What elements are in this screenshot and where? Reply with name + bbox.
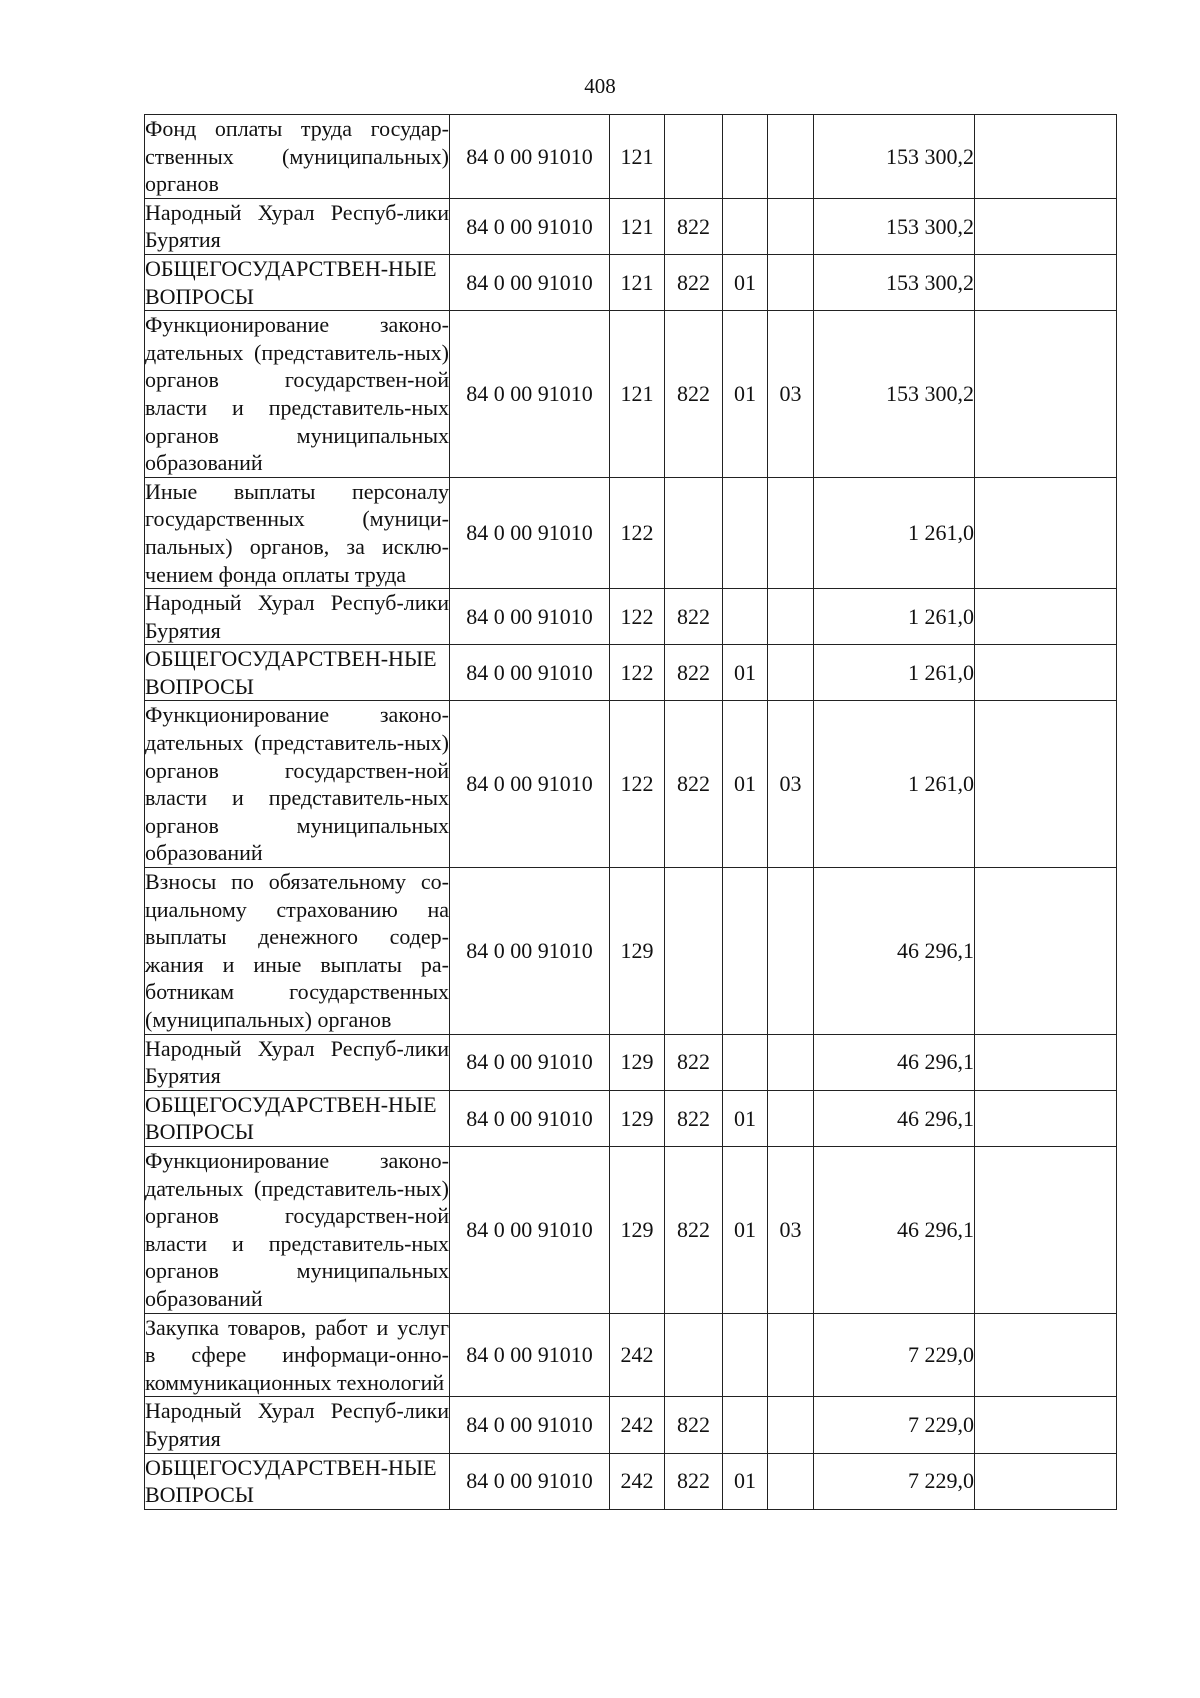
page-number: 408 bbox=[584, 74, 616, 98]
row-name-cell: ОБЩЕГОСУДАРСТВЕН-НЫЕ ВОПРОСЫ bbox=[145, 254, 450, 310]
department-code-cell: 822 bbox=[665, 645, 723, 701]
expense-type-cell: 121 bbox=[610, 198, 665, 254]
table-row bbox=[145, 198, 1117, 254]
section-code-cell: 01 bbox=[723, 1453, 768, 1509]
row-name-cell: ОБЩЕГОСУДАРСТВЕН-НЫЕ ВОПРОСЫ bbox=[145, 1453, 450, 1509]
section-code-cell: 01 bbox=[723, 645, 768, 701]
subsection-code-cell: 03 bbox=[768, 701, 814, 868]
target-article-code-cell: 84 0 00 91010 bbox=[450, 1397, 610, 1453]
subsection-code-cell bbox=[768, 589, 814, 645]
empty-cell bbox=[975, 645, 1117, 701]
target-article-code-cell: 84 0 00 91010 bbox=[450, 645, 610, 701]
row-name-cell: Иные выплаты персоналу государственных (муници-пальных) органов, за исклю-чением фонда оплаты труда bbox=[145, 477, 450, 588]
amount-cell: 46 296,1 bbox=[814, 868, 975, 1035]
table-row bbox=[145, 589, 1117, 645]
row-name-cell: Закупка товаров, работ и услуг в сфере информаци-онно-коммуникационных технологий bbox=[145, 1313, 450, 1397]
table-row bbox=[145, 868, 1117, 1035]
empty-cell bbox=[975, 1453, 1117, 1509]
department-code-cell: 822 bbox=[665, 1146, 723, 1313]
amount-cell: 46 296,1 bbox=[814, 1090, 975, 1146]
empty-cell bbox=[975, 254, 1117, 310]
target-article-code-cell: 84 0 00 91010 bbox=[450, 1090, 610, 1146]
amount-cell: 1 261,0 bbox=[814, 589, 975, 645]
table-row bbox=[145, 115, 1117, 199]
row-name-cell: Функционирование законо-дательных (представитель-ных) органов государствен-ной власти и представитель-ных органов муниципальных образований bbox=[145, 311, 450, 478]
target-article-code-cell: 84 0 00 91010 bbox=[450, 254, 610, 310]
target-article-code-cell: 84 0 00 91010 bbox=[450, 477, 610, 588]
row-name-cell: Взносы по обязательному со-циальному страхованию на выплаты денежного содер-жания и иные выплаты ра-ботникам государственных (муниципальных) органов bbox=[145, 868, 450, 1035]
table-row bbox=[145, 645, 1117, 701]
expense-type-cell: 129 bbox=[610, 1090, 665, 1146]
amount-cell: 1 261,0 bbox=[814, 477, 975, 588]
amount-cell: 153 300,2 bbox=[814, 115, 975, 199]
section-code-cell bbox=[723, 1313, 768, 1397]
department-code-cell: 822 bbox=[665, 254, 723, 310]
section-code-cell: 01 bbox=[723, 1146, 768, 1313]
expense-type-cell: 122 bbox=[610, 701, 665, 868]
empty-cell bbox=[975, 115, 1117, 199]
empty-cell bbox=[975, 1313, 1117, 1397]
section-code-cell: 01 bbox=[723, 701, 768, 868]
amount-cell: 1 261,0 bbox=[814, 701, 975, 868]
row-name-cell: Народный Хурал Респуб-лики Бурятия bbox=[145, 589, 450, 645]
subsection-code-cell bbox=[768, 868, 814, 1035]
row-name-cell: Фонд оплаты труда государ-ственных (муниципальных) органов bbox=[145, 115, 450, 199]
amount-cell: 153 300,2 bbox=[814, 254, 975, 310]
department-code-cell bbox=[665, 115, 723, 199]
amount-cell: 7 229,0 bbox=[814, 1397, 975, 1453]
target-article-code-cell: 84 0 00 91010 bbox=[450, 868, 610, 1035]
section-code-cell bbox=[723, 477, 768, 588]
empty-cell bbox=[975, 1090, 1117, 1146]
target-article-code-cell: 84 0 00 91010 bbox=[450, 311, 610, 478]
amount-cell: 153 300,2 bbox=[814, 311, 975, 478]
amount-cell: 7 229,0 bbox=[814, 1313, 975, 1397]
department-code-cell: 822 bbox=[665, 1453, 723, 1509]
subsection-code-cell bbox=[768, 1090, 814, 1146]
table-body bbox=[145, 115, 1117, 1510]
subsection-code-cell: 03 bbox=[768, 311, 814, 478]
section-code-cell bbox=[723, 1397, 768, 1453]
table-row bbox=[145, 477, 1117, 588]
department-code-cell: 822 bbox=[665, 1034, 723, 1090]
table-row bbox=[145, 254, 1117, 310]
amount-cell: 153 300,2 bbox=[814, 198, 975, 254]
subsection-code-cell bbox=[768, 115, 814, 199]
empty-cell bbox=[975, 1034, 1117, 1090]
section-code-cell bbox=[723, 115, 768, 199]
amount-cell: 46 296,1 bbox=[814, 1146, 975, 1313]
department-code-cell bbox=[665, 477, 723, 588]
empty-cell bbox=[975, 311, 1117, 478]
row-name-cell: ОБЩЕГОСУДАРСТВЕН-НЫЕ ВОПРОСЫ bbox=[145, 1090, 450, 1146]
subsection-code-cell: 03 bbox=[768, 1146, 814, 1313]
subsection-code-cell bbox=[768, 1453, 814, 1509]
row-name-cell: Функционирование законо-дательных (представитель-ных) органов государствен-ной власти и представитель-ных органов муниципальных образований bbox=[145, 701, 450, 868]
department-code-cell: 822 bbox=[665, 589, 723, 645]
table-row bbox=[145, 1313, 1117, 1397]
department-code-cell: 822 bbox=[665, 311, 723, 478]
subsection-code-cell bbox=[768, 645, 814, 701]
table-row bbox=[145, 1453, 1117, 1509]
expense-type-cell: 129 bbox=[610, 1146, 665, 1313]
expense-type-cell: 242 bbox=[610, 1453, 665, 1509]
expense-type-cell: 242 bbox=[610, 1397, 665, 1453]
expense-type-cell: 122 bbox=[610, 645, 665, 701]
amount-cell: 7 229,0 bbox=[814, 1453, 975, 1509]
expense-type-cell: 242 bbox=[610, 1313, 665, 1397]
department-code-cell: 822 bbox=[665, 701, 723, 868]
table-row bbox=[145, 1034, 1117, 1090]
table-row bbox=[145, 311, 1117, 478]
target-article-code-cell: 84 0 00 91010 bbox=[450, 1453, 610, 1509]
target-article-code-cell: 84 0 00 91010 bbox=[450, 1313, 610, 1397]
empty-cell bbox=[975, 1397, 1117, 1453]
row-name-cell: Функционирование законо-дательных (представитель-ных) органов государствен-ной власти и представитель-ных органов муниципальных образований bbox=[145, 1146, 450, 1313]
row-name-cell: Народный Хурал Респуб-лики Бурятия bbox=[145, 1397, 450, 1453]
expense-type-cell: 121 bbox=[610, 254, 665, 310]
expense-type-cell: 121 bbox=[610, 311, 665, 478]
row-name-cell: Народный Хурал Респуб-лики Бурятия bbox=[145, 1034, 450, 1090]
table-row bbox=[145, 1090, 1117, 1146]
table-row bbox=[145, 701, 1117, 868]
row-name-cell: ОБЩЕГОСУДАРСТВЕН-НЫЕ ВОПРОСЫ bbox=[145, 645, 450, 701]
subsection-code-cell bbox=[768, 1313, 814, 1397]
empty-cell bbox=[975, 589, 1117, 645]
department-code-cell bbox=[665, 868, 723, 1035]
target-article-code-cell: 84 0 00 91010 bbox=[450, 701, 610, 868]
amount-cell: 1 261,0 bbox=[814, 645, 975, 701]
expense-type-cell: 122 bbox=[610, 477, 665, 588]
empty-cell bbox=[975, 868, 1117, 1035]
department-code-cell: 822 bbox=[665, 1397, 723, 1453]
expense-type-cell: 121 bbox=[610, 115, 665, 199]
department-code-cell bbox=[665, 1313, 723, 1397]
subsection-code-cell bbox=[768, 1034, 814, 1090]
empty-cell bbox=[975, 701, 1117, 868]
subsection-code-cell bbox=[768, 1397, 814, 1453]
section-code-cell: 01 bbox=[723, 311, 768, 478]
subsection-code-cell bbox=[768, 254, 814, 310]
department-code-cell: 822 bbox=[665, 1090, 723, 1146]
target-article-code-cell: 84 0 00 91010 bbox=[450, 198, 610, 254]
table-row bbox=[145, 1146, 1117, 1313]
target-article-code-cell: 84 0 00 91010 bbox=[450, 589, 610, 645]
table-row bbox=[145, 1397, 1117, 1453]
target-article-code-cell: 84 0 00 91010 bbox=[450, 1146, 610, 1313]
section-code-cell: 01 bbox=[723, 254, 768, 310]
section-code-cell bbox=[723, 1034, 768, 1090]
section-code-cell: 01 bbox=[723, 1090, 768, 1146]
target-article-code-cell: 84 0 00 91010 bbox=[450, 1034, 610, 1090]
empty-cell bbox=[975, 477, 1117, 588]
section-code-cell bbox=[723, 868, 768, 1035]
expense-type-cell: 129 bbox=[610, 868, 665, 1035]
expense-type-cell: 129 bbox=[610, 1034, 665, 1090]
budget-table bbox=[144, 114, 1117, 1510]
expense-type-cell: 122 bbox=[610, 589, 665, 645]
subsection-code-cell bbox=[768, 198, 814, 254]
section-code-cell bbox=[723, 589, 768, 645]
empty-cell bbox=[975, 1146, 1117, 1313]
department-code-cell: 822 bbox=[665, 198, 723, 254]
target-article-code-cell: 84 0 00 91010 bbox=[450, 115, 610, 199]
subsection-code-cell bbox=[768, 477, 814, 588]
row-name-cell: Народный Хурал Респуб-лики Бурятия bbox=[145, 198, 450, 254]
section-code-cell bbox=[723, 198, 768, 254]
empty-cell bbox=[975, 198, 1117, 254]
amount-cell: 46 296,1 bbox=[814, 1034, 975, 1090]
